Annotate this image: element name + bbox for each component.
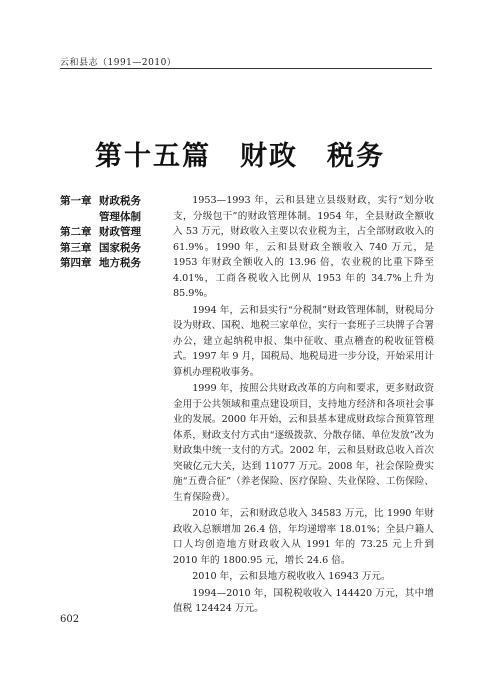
toc-chapter-name: 财政税务 [99,195,141,207]
toc-chapter-number: 第三章 [60,241,92,254]
toc-chapter-number: 第四章 [60,257,92,269]
toc-chapter-name: 管理体制 [99,210,141,223]
body-paragraph: 2010 年，云和财政总收入 34583 万元，比 1990 年财政收入总额增加 26.4 倍，年均递增率 18.01%；全县户籍人口人均创造地方财政收入从 1991 年的 73.25 元上升到 2010 年的 1800.95 元，增长 24.6 倍。 [173,508,434,566]
running-header: 云和县志（1991—2010） [60,58,177,68]
page-title: 第十五篇 财政 税务 [95,141,385,172]
toc-chapter-number: 第二章 [60,226,92,238]
toc-item-continuation [60,210,170,226]
body-paragraph: 1994 年，云和县实行“分税制”财政管理体制，财税局分设为财政、国税、地税三家单位，实行一套班子三块牌子合署办公，建立起纳税申报、集中征收、重点稽查的税收征管模式。1997 年 9 月，国税局、地税局进一步分设，开始采用计算机办理税收事务。 [173,304,434,378]
toc-item [60,225,170,241]
body-paragraph: 1953—1993 年，云和县建立县级财政，实行“划分收支，分级包干”的财政管理体制。1954 年，全县财政全额收入 53 万元，财政收入主要以农业税为主，占全部财政收入的 61.9%。1990 年，云和县财政全额收入 740 万元，是 1953 年财政全额收入的 13.96 倍，农业税的比重下降至 4.01%，工商各税收入比例从 1953 年的 34.7%上升为 85.9%。 [173,195,434,299]
toc-item [60,256,170,272]
toc-chapter-name: 财政管理 [99,226,141,238]
body-paragraph: 1999 年，按照公共财政改革的方向和要求，更多财政资金用于公共领域和重点建设项目，支持地方经济和各项社会事业的发展。2000 年开始，云和县基本建成财政综合预算管理体系，财政支付方式由“逐级拨款、分散存储、单位发放”改为财政集中统一支付的方式。2002 年，云和县财政总收入首次突破亿元大关，达到 11077 万元。2008 年，社会保险费实施“五费合征”（养老保险、医疗保险、失业保险、工伤保险、生育保险费）。 [173,383,434,503]
body-paragraph: 2010 年，云和县地方税收收入 16943 万元。 [192,571,391,582]
toc-chapter-name: 地方税务 [99,257,141,269]
toc-item [60,194,170,210]
toc-chapter-name: 国家税务 [99,241,141,254]
header-divider [60,68,432,69]
chapter-list [60,194,170,272]
body-text [173,193,434,617]
toc-item [60,241,170,257]
body-paragraph: 1994—2010 年，国税税收收入 144420 万元，其中增值税 124424 万元。 [173,587,434,614]
toc-chapter-number: 第一章 [60,195,92,207]
page-number: 602 [60,614,80,625]
